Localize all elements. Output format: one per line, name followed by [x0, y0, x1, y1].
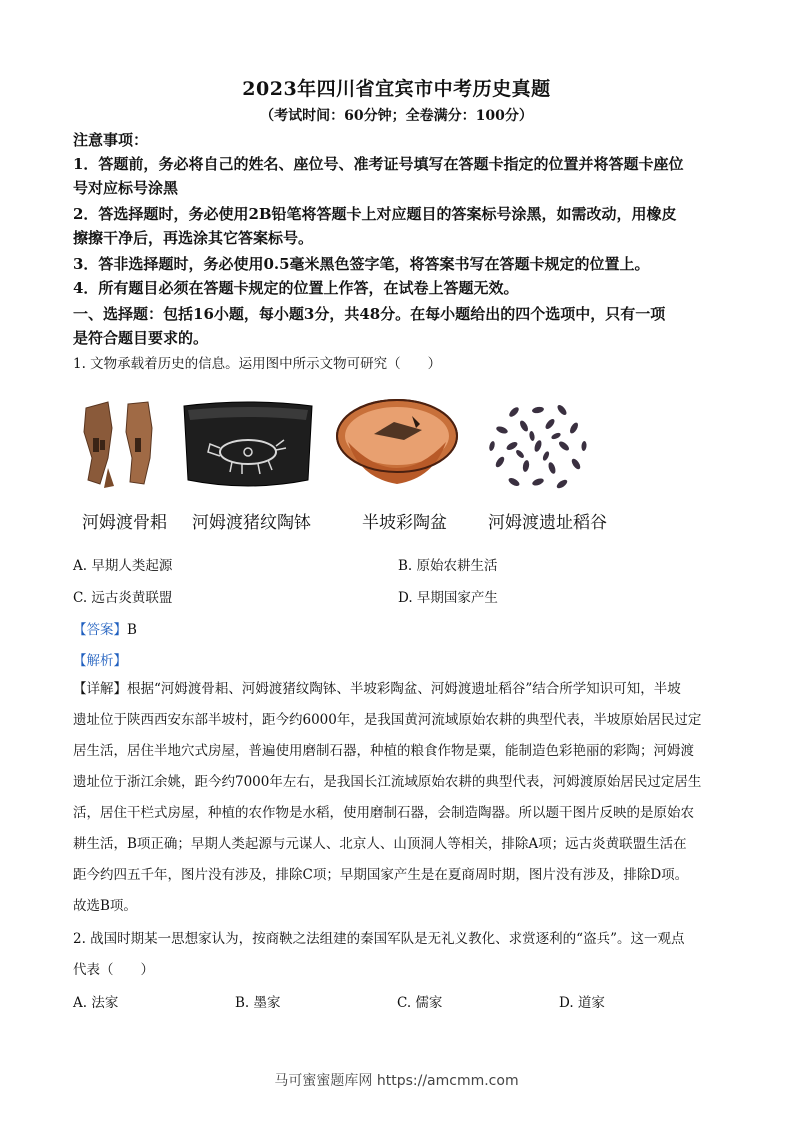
painted-pottery-basin-icon — [334, 394, 460, 492]
q1-detail-line-3: 居生活，居住半地穴式房屋，普遍使用磨制石器，种植的粮食作物是粟，能制造色彩艳丽的彩陶；河姆渡 — [73, 743, 694, 759]
q1-answer-line — [73, 618, 137, 638]
q1-option-c: C. 远古炎黄联盟 — [73, 590, 173, 606]
figure-caption-2: 河姆渡猪纹陶钵 — [192, 513, 311, 533]
rice-grains-icon — [484, 396, 592, 496]
q2-option-a: A. 法家 — [73, 995, 119, 1011]
q1-detail-text-1: 根据“河姆渡骨耜、河姆渡猪纹陶钵、半坡彩陶盆、河姆渡遗址稻谷”结合所学知识可知，半坡 — [127, 681, 681, 697]
figure-caption-1: 河姆渡骨耜 — [82, 513, 167, 533]
q2-option-b: B. 墨家 — [235, 995, 281, 1011]
q1-detail-line-7: 距今约四五千年，图片没有涉及，排除C项；早期国家产生是在夏商周时期，图片没有涉及，排除D项。 — [73, 867, 689, 883]
q2-stem-line-2: 代表（ ） — [73, 962, 154, 978]
q1-detail-line-8: 故选B项。 — [73, 898, 137, 914]
answer-tag: 【答案】 — [73, 622, 127, 638]
notice-item-4: 4．所有题目必须在答题卡规定的位置上作答，在试卷上答题无效。 — [73, 279, 519, 297]
notice-item-1-line-1: 1．答题前，务必将自己的姓名、座位号、准考证号填写在答题卡指定的位置并将答题卡座位 — [73, 155, 684, 173]
q1-detail-line-6: 耕生活，B项正确；早期人类起源与元谋人、北京人、山顶洞人等相关，排除A项；远古炎黄联盟生活在 — [73, 836, 687, 852]
notice-heading: 注意事项： — [73, 131, 149, 149]
q1-detail-line-2: 遗址位于陕西西安东部半坡村，距今约6000年，是我国黄河流域原始农耕的典型代表，半坡原始居民过定 — [73, 712, 702, 728]
q1-detail-line-5: 活，居住干栏式房屋，种植的农作物是水稻，使用磨制石器，会制造陶器。所以题干图片反映的是原始农 — [73, 805, 694, 821]
q1-detail-line-4: 遗址位于浙江余姚，距今约7000年左右，是我国长江流域原始农耕的典型代表，河姆渡原始居民过定居生 — [73, 774, 702, 790]
pig-pattern-pottery-icon — [180, 400, 316, 492]
q1-detail-line-1 — [73, 674, 723, 705]
section-heading-line-2: 是符合题目要求的。 — [73, 329, 209, 347]
q1-stem: 1. 文物承载着历史的信息。运用图中所示文物可研究（ ） — [73, 356, 442, 372]
figure-caption-4: 河姆渡遗址稻谷 — [488, 513, 607, 533]
page-subtitle: （考试时间：60分钟；全卷满分：100分） — [260, 108, 533, 124]
q1-answer: B — [127, 622, 137, 638]
page-title: 2023年四川省宜宾市中考历史真题 — [242, 78, 551, 100]
notice-item-2-line-2: 擦擦干净后，再选涂其它答案标号。 — [73, 229, 314, 247]
footer-watermark: 马可蜜蜜题库网 https://amcmm.com — [274, 1073, 519, 1089]
notice-item-1-line-2: 号对应标号涂黑 — [73, 179, 179, 197]
q2-option-c: C. 儒家 — [397, 995, 443, 1011]
q1-option-d: D. 早期国家产生 — [398, 590, 498, 606]
detail-tag: 【详解】 — [73, 681, 127, 697]
q1-option-a: A. 早期人类起源 — [73, 558, 173, 574]
q1-option-b: B. 原始农耕生活 — [398, 558, 498, 574]
notice-item-3: 3．答非选择题时，务必使用0.5毫米黑色签字笔，将答案书写在答题卡规定的位置上。 — [73, 255, 650, 273]
notice-item-2-line-1: 2．答选择题时，务必使用2B铅笔将答题卡上对应题目的答案标号涂黑，如需改动，用橡皮 — [73, 205, 677, 223]
q2-option-d: D. 道家 — [559, 995, 605, 1011]
section-heading-line-1: 一、选择题：包括16小题，每小题3分，共48分。在每小题给出的四个选项中，只有一项 — [73, 305, 666, 323]
figure-caption-3: 半坡彩陶盆 — [362, 513, 447, 533]
bone-spade-icon — [78, 398, 168, 490]
q2-stem-line-1: 2. 战国时期某一思想家认为，按商鞅之法组建的秦国军队是无礼义教化、求赏逐利的“盗兵”。这一观点 — [73, 931, 685, 947]
analysis-tag: 【解析】 — [73, 653, 127, 669]
